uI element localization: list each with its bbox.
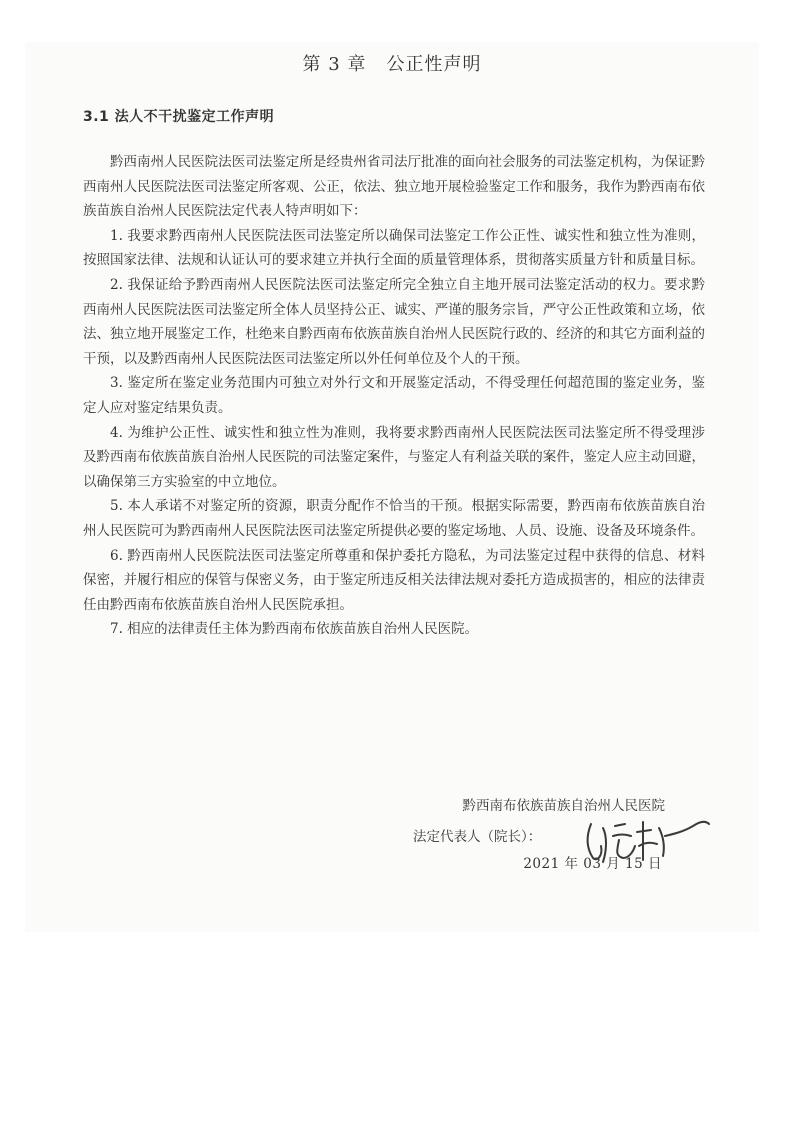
chapter-title: 第 3 章 公正性声明	[302, 54, 482, 75]
section-title: 3.1 法人不干扰鉴定工作声明	[83, 109, 275, 125]
declaration-body	[83, 150, 705, 642]
handwritten-signature	[573, 806, 713, 876]
representative-label: 法定代表人（院长）：	[413, 829, 542, 845]
signature-date: 2021 年 03 月 15 日	[523, 856, 662, 872]
intro-paragraph: 黔西南州人民医院法医司法鉴定所是经贵州省司法厅批准的面向社会服务的司法鉴定机构，为保证黔西南州人民医院法医司法鉴定所客观、公正，依法、独立地开展检验鉴定工作和服务，我作为黔西南布依族苗族自治州人民医院法定代表人特声明如下：	[83, 154, 705, 220]
document-page	[25, 42, 759, 932]
clause-4: 4. 为维护公正性、诚实性和独立性为准则，我将要求黔西南州人民医院法医司法鉴定所不得受理涉及黔西南布依族苗族自治州人民医院的司法鉴定案件，与鉴定人有利益关联的案件，鉴定人应主动回避，以确保第三方实验室的中立地位。	[83, 424, 705, 490]
clause-7: 7. 相应的法律责任主体为黔西南布依族苗族自治州人民医院。	[110, 621, 479, 638]
clause-1: 1. 我要求黔西南州人民医院法医司法鉴定所以确保司法鉴定工作公正性、诚实性和独立性为准则，按照国家法律、法规和认证认可的要求建立并执行全面的质量管理体系，贯彻落实质量方针和质量目标。	[83, 227, 705, 269]
clause-2: 2. 我保证给予黔西南州人民医院法医司法鉴定所完全独立自主地开展司法鉴定活动的权力。要求黔西南州人民医院法医司法鉴定所全体人员坚持公正、诚实、严谨的服务宗旨，严守公正性政策和立场，依法、独立地开展鉴定工作，杜绝来自黔西南布依族苗族自治州人民医院行政的、经济的和其它方面利益的干预，以及黔西南州人民医院法医司法鉴定所以外任何单位及个人的干预。	[83, 276, 705, 367]
signature-organization: 黔西南布依族苗族自治州人民医院	[462, 798, 665, 814]
clause-5: 5. 本人承诺不对鉴定所的资源，职责分配作不恰当的干预。根据实际需要，黔西南布依族苗族自治州人民医院可为黔西南州人民医院法医司法鉴定所提供必要的鉴定场地、人员、设施、设备及环境条件。	[83, 498, 705, 539]
clause-3: 3. 鉴定所在鉴定业务范围内可独立对外行文和开展鉴定活动，不得受理任何超范围的鉴定业务，鉴定人应对鉴定结果负责。	[83, 375, 705, 416]
clause-6: 6. 黔西南州人民医院法医司法鉴定所尊重和保护委托方隐私，为司法鉴定过程中获得的信息、材料保密，并履行相应的保管与保密义务，由于鉴定所违反相关法律法规对委托方造成损害的，相应的法律责任由黔西南布依族苗族自治州人民医院承担。	[83, 547, 705, 613]
